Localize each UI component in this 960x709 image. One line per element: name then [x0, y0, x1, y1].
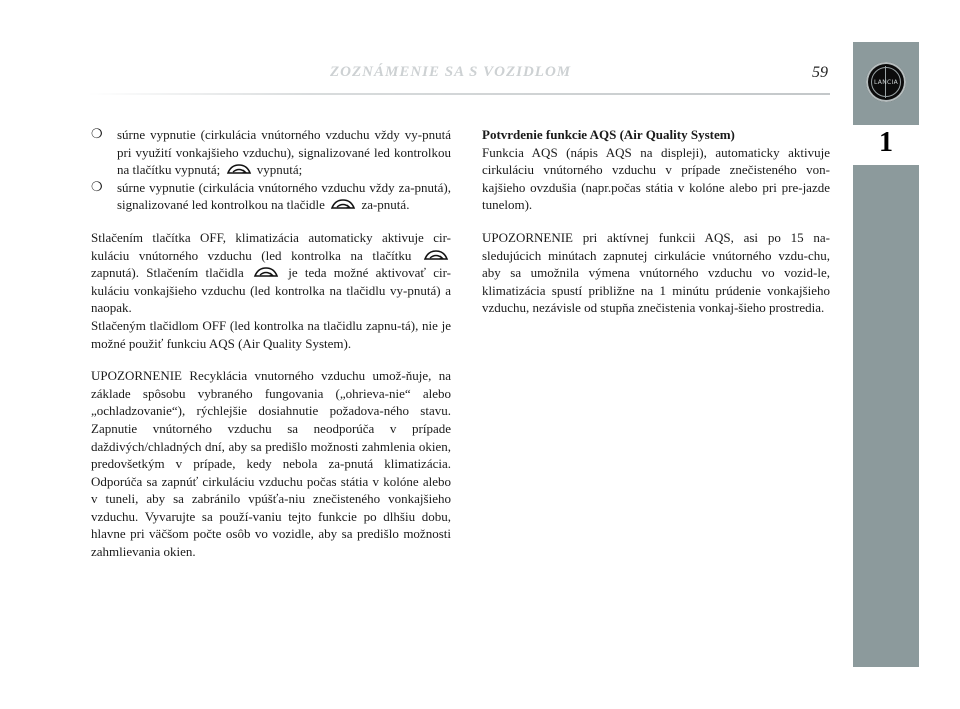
bullet-mark: ❍ — [91, 127, 103, 142]
para1-part3: je teda možné aktivovať cir-kuláciu vonkajšieho vzduchu (led kontrolka na tlačidlu vy-pnutá) a naopak. — [91, 265, 451, 316]
paragraph-off-button — [91, 229, 451, 317]
bullet-item-on-state — [91, 179, 451, 214]
para1-part1: Stlačením tlačítka OFF, klimatizácia automaticky aktivuje cir-kuláciu vnútorného vzduchu (led kontrolka na tlačítku — [91, 229, 451, 263]
para1-part2: zapnutá). Stlačením tlačidla — [91, 265, 244, 281]
paragraph-warning-recirculation: UPOZORNENIE Recyklácia vnutorného vzduchu umož-ňuje, na základe spôsobu vybraného fungovania („ohrieva-nie“ alebo „ochladzovanie“), rýchlejšie dosiahnutie požadova-ného stavu. Zapnutie vnútorného vzduchu sa neodporúča v prípade daždivých/chladných dní, aby sa predišlo možnosti zahmlenia okien, predovšetkým v prípade, kedy nebola za-pnutá klimatizácia. Odporúča sa zapnúť cirkuláciu vzduchu počas státia v kolóne alebo v tuneli, aby sa zabránilo vpúšťa-niu znečisteného vonkajšieho vzduchu. Vyvarujte sa použí-vaniu tejto funkcie po dlhšiu dobu, hlavne pri väčšom počte osôb vo vozidle, aby sa predišlo možnosti zahmlievania okien. — [91, 368, 451, 560]
left-column — [91, 126, 451, 561]
paragraph-aqs-note: Stlačeným tlačidlom OFF (led kontrolka na tlačidlu zapnu-tá), nie je možné použiť funkciu AQS (Air Quality System). — [91, 317, 451, 351]
bullet2-text: súrne vypnutie (cirkulácia vnútorného vzduchu vždy za-pnutá), signalizované led kontrolkou na tlačidle — [117, 179, 451, 213]
paragraph-aqs-function: Funkcia AQS (nápis AQS na displeji), automaticky aktivuje cirkuláciu vnútorného vzduchu v prípade znečisteného von-kajšieho ovzdušia (napr.počas státia v kolóne alebo pri pre-jazde tunelom). — [482, 144, 830, 213]
air-recirculation-icon — [253, 266, 279, 279]
bullet-item-off-state — [91, 126, 451, 179]
page-number: 59 — [812, 64, 828, 81]
chapter-number: 1 — [879, 127, 893, 158]
lancia-logo — [866, 62, 906, 102]
bullet2-suffix: za-pnutá. — [361, 197, 410, 213]
bullet-mark: ❍ — [91, 179, 103, 195]
right-column — [482, 126, 830, 317]
air-recirculation-icon — [423, 249, 449, 262]
aqs-heading: Potvrdenie funkcie AQS (Air Quality System) — [482, 127, 735, 142]
paragraph-aqs-warning: UPOZORNENIE pri aktívnej funkcii AQS, asi po 15 na-sledujúcich minútach zapnutej cirkulácie vnútorného vzdu-chu, aby sa umožnila výmena vnútorného vzduchu vo vozid-le, klimatizácia spustí približne na 1 minútu prúdenie vonkajšieho vzduchu, nezávisle od stupňa znečistenia vonkaj-šieho prostredia. — [482, 229, 830, 316]
section-title: ZOZNÁMENIE SA S VOZIDLOM — [330, 64, 572, 80]
bullet1-suffix: vypnutá; — [256, 162, 303, 178]
air-recirculation-icon — [226, 163, 252, 176]
bullet1-text: súrne vypnutie (cirkulácia vnútorného vzduchu vždy vy-pnutá pri využití vonkajšieho vzduchu), signalizované led kontrolkou na tlačítku vypnutá; — [117, 127, 451, 178]
air-recirculation-icon — [330, 198, 356, 211]
logo-text: LANCIA — [871, 67, 901, 97]
header-rule — [88, 93, 830, 95]
